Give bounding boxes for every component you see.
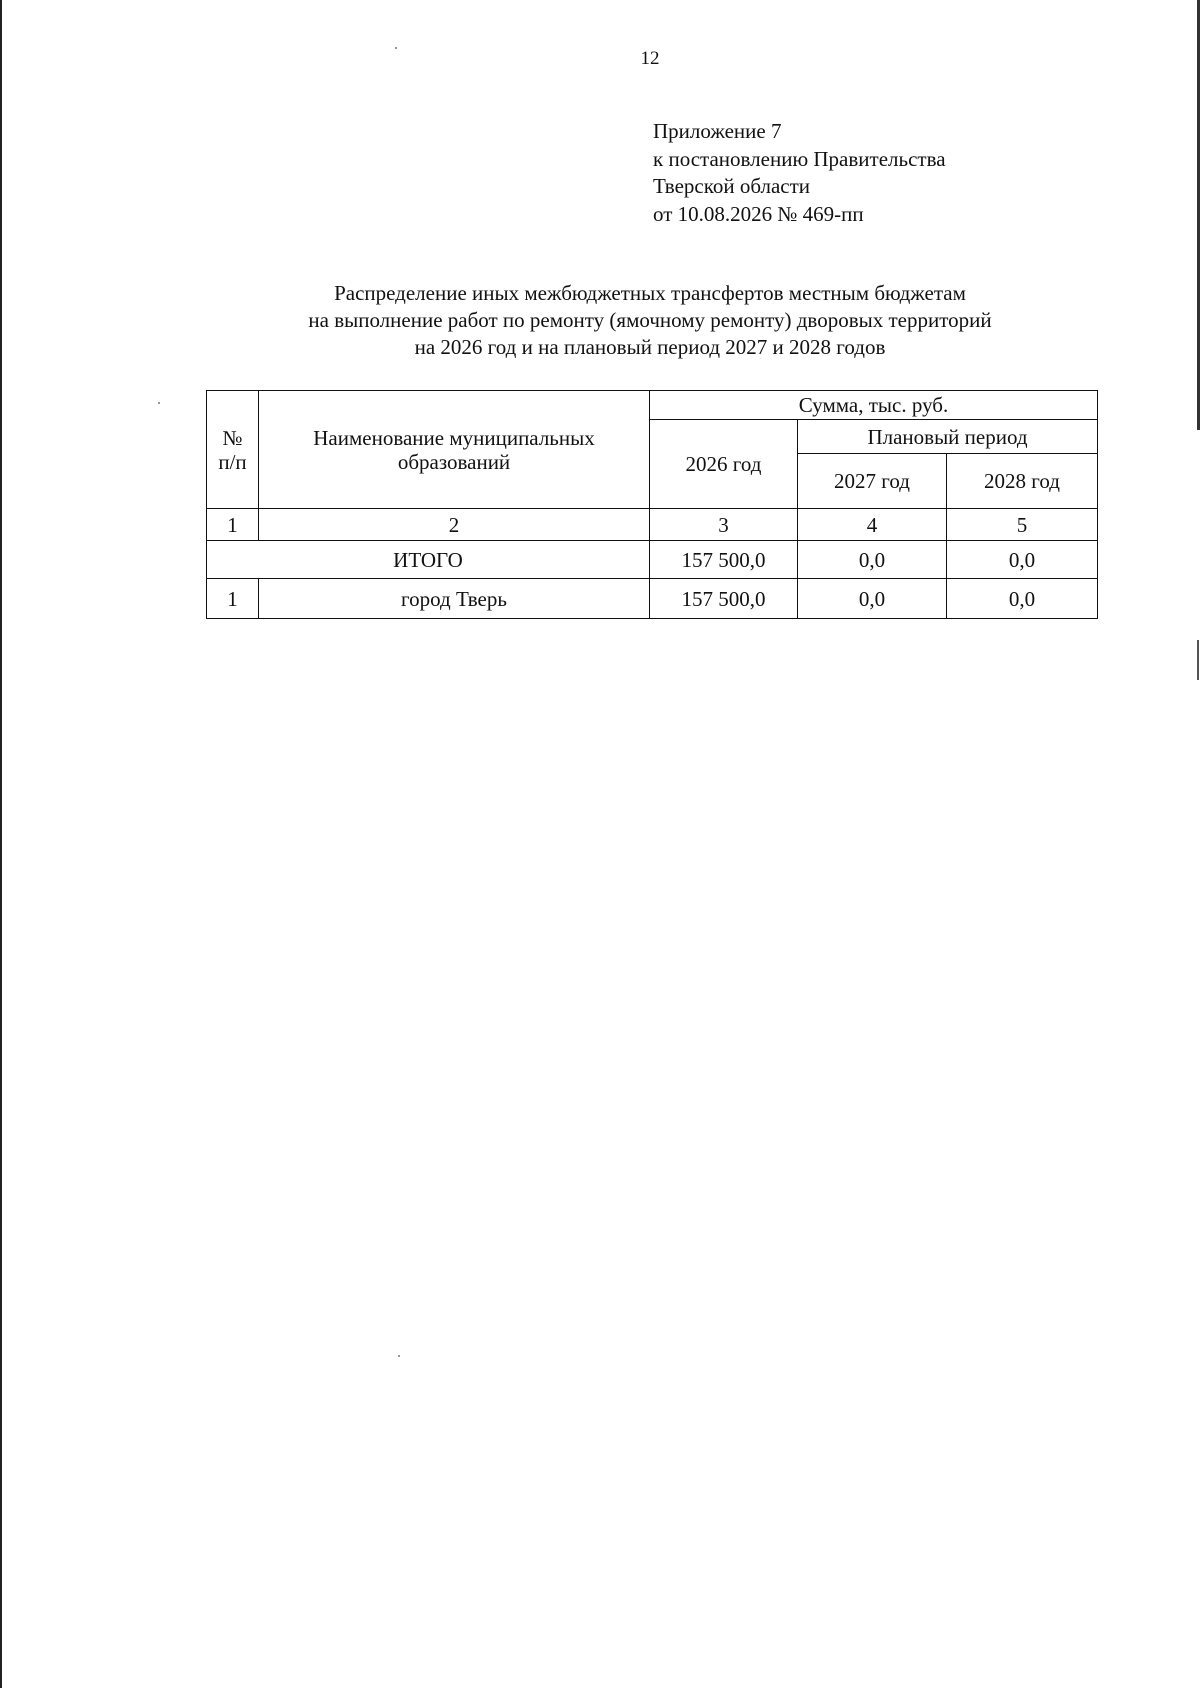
- scan-edge-mark: [1197, 640, 1199, 680]
- row-num: 1: [207, 579, 259, 619]
- appendix-line: к постановлению Правительства: [653, 146, 946, 171]
- column-number: 4: [798, 509, 947, 541]
- header-planned-period: Плановый период: [798, 420, 1098, 454]
- total-2028: 0,0: [947, 541, 1098, 579]
- appendix-line: от 10.08.2026 № 469-пп: [653, 201, 864, 226]
- header-row: [207, 391, 1098, 420]
- scan-edge-left: [0, 0, 2, 1688]
- header-sum: Сумма, тыс. руб.: [650, 391, 1098, 420]
- header-num: № п/п: [207, 391, 259, 509]
- appendix-line: Тверской области: [653, 174, 811, 198]
- header-year-2027: 2027 год: [798, 454, 947, 509]
- page-number: 12: [640, 48, 660, 69]
- appendix-block: [653, 118, 946, 228]
- appendix-line: Приложение 7: [653, 119, 782, 143]
- row-2026: 157 500,0: [650, 579, 798, 619]
- title-line: на 2026 год и на плановый период 2027 и 2028 годов: [414, 335, 886, 359]
- column-number: 1: [207, 509, 259, 541]
- title-line: на выполнение работ по ремонту (ямочному ремонту) дворовых территорий: [308, 308, 992, 332]
- row-2027: 0,0: [798, 579, 947, 619]
- scan-speck: [398, 1355, 400, 1357]
- scan-speck: [158, 402, 160, 404]
- budget-table: [206, 390, 1098, 619]
- row-2028: 0,0: [947, 579, 1098, 619]
- total-2027: 0,0: [798, 541, 947, 579]
- column-number: 3: [650, 509, 798, 541]
- document-title: [200, 280, 1100, 361]
- column-number-row: [207, 509, 1098, 541]
- table-row: [207, 579, 1098, 619]
- header-name: Наименование муниципальных образований: [259, 391, 650, 509]
- total-label: ИТОГО: [207, 541, 650, 579]
- header-year-2026: 2026 год: [650, 420, 798, 509]
- title-line: Распределение иных межбюджетных трансфертов местным бюджетам: [334, 281, 966, 305]
- total-row: [207, 541, 1098, 579]
- column-number: 5: [947, 509, 1098, 541]
- total-2026: 157 500,0: [650, 541, 798, 579]
- header-year-2028: 2028 год: [947, 454, 1098, 509]
- column-number: 2: [259, 509, 650, 541]
- row-municipality: город Тверь: [259, 579, 650, 619]
